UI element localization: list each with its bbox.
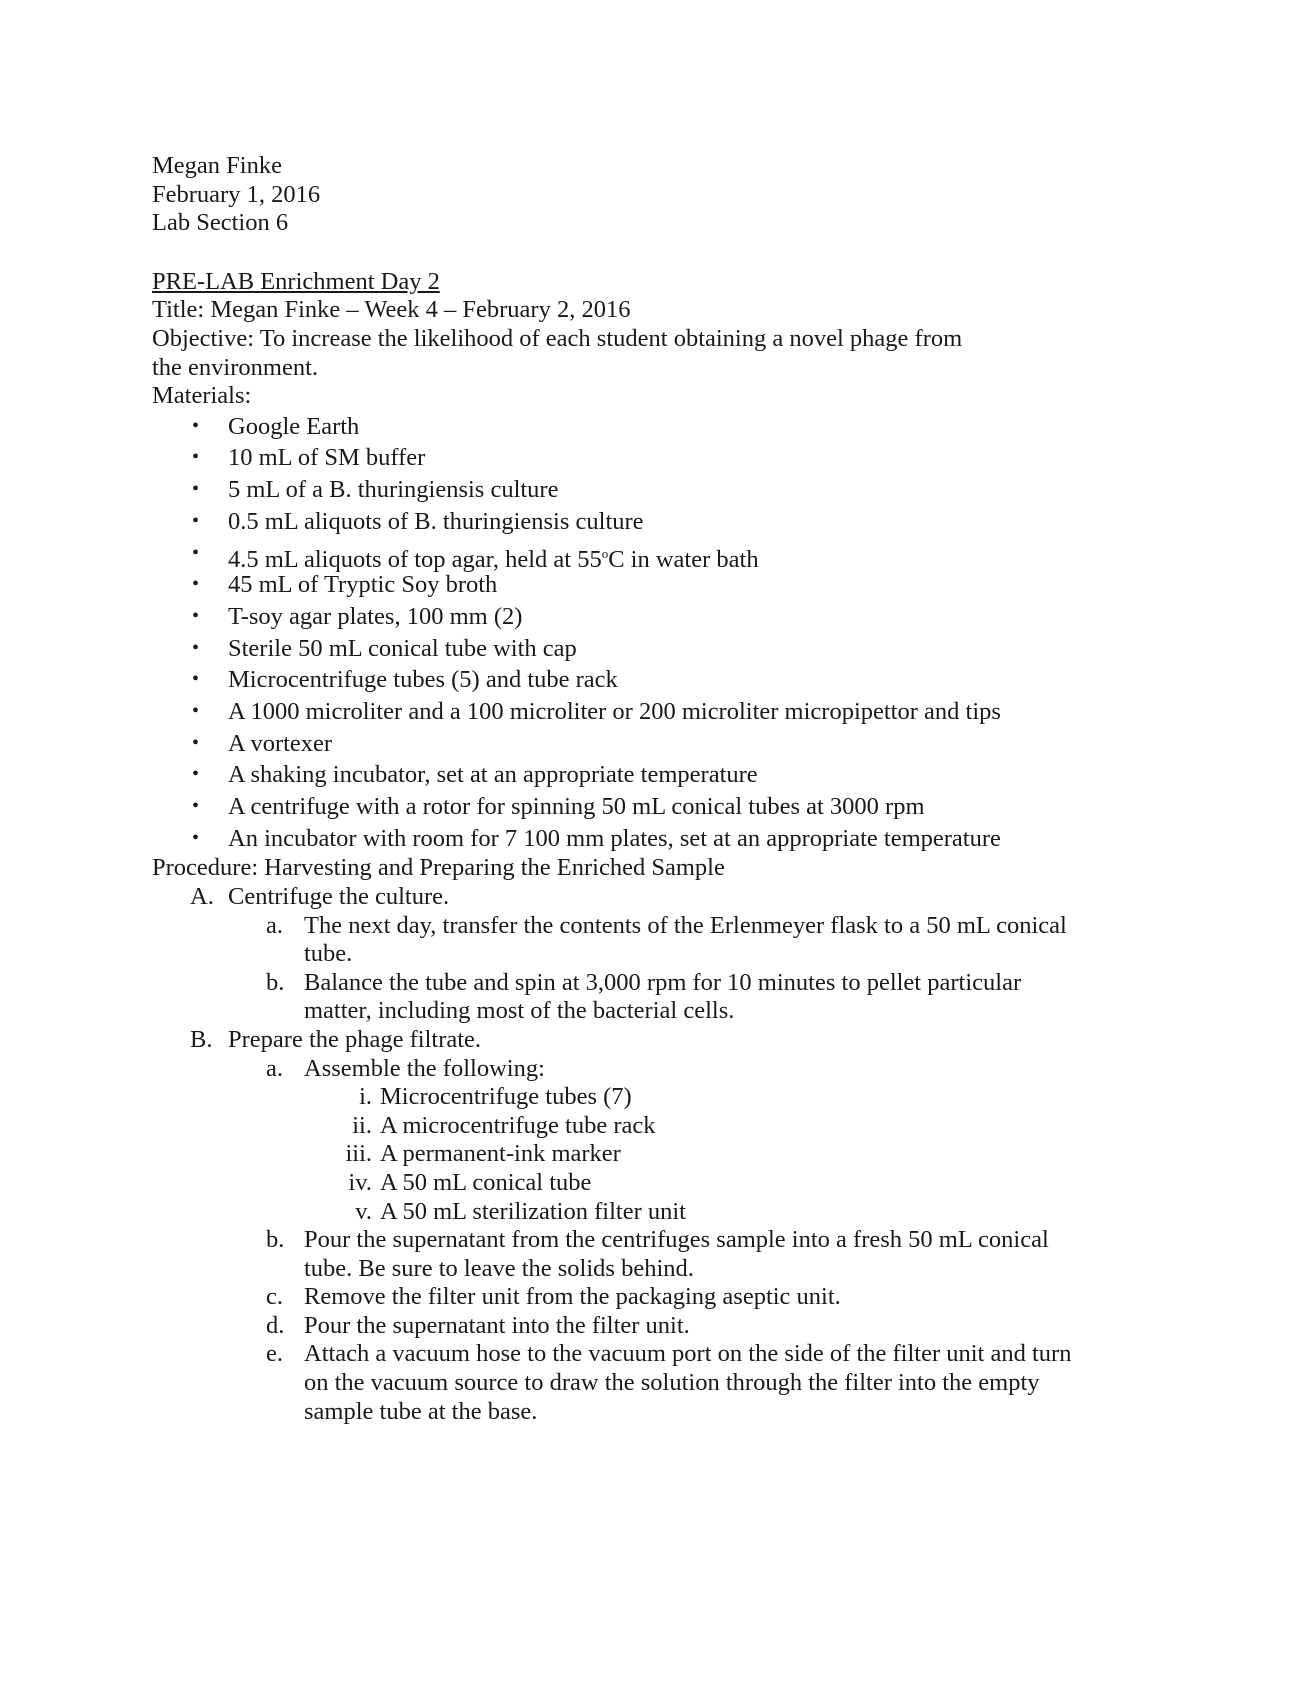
procedure-step xyxy=(152,912,1084,969)
list-marker: a. xyxy=(266,1054,283,1082)
procedure-step xyxy=(152,1226,1094,1283)
procedure-step xyxy=(152,1283,1094,1312)
bullet-icon: • xyxy=(192,826,200,849)
materials-item: • A vortexer xyxy=(152,728,1162,760)
materials-item: • A centrifuge with a rotor for spinning 50 mL conical tubes at 3000 rpm xyxy=(152,791,1162,823)
title-line: Title: Megan Finke – Week 4 – February 2, 2016 xyxy=(152,296,631,324)
procedure-section-text: Prepare the phage filtrate. xyxy=(228,1025,482,1053)
bullet-icon: • xyxy=(192,604,200,627)
bullet-icon: • xyxy=(192,763,200,786)
procedure-section-a xyxy=(152,883,1162,1026)
step-text: Attach a vacuum hose to the vacuum port on the side of the filter unit and turn on the vacuum source to draw the solution through the filter into the empty sample tube at the base. xyxy=(304,1340,1072,1425)
supply-item: iv. A 50 mL conical tube xyxy=(152,1169,1084,1198)
bullet-icon: • xyxy=(192,795,200,817)
materials-item: • 4.5 mL aliquots of top agar, held at 55$^o$C in water bath xyxy=(152,538,1162,570)
procedure-steps xyxy=(152,912,1162,1026)
list-marker: iii. xyxy=(345,1140,372,1168)
author-name: Megan Finke xyxy=(152,152,282,179)
list-marker: A. xyxy=(190,882,214,910)
materials-item: • Google Earth xyxy=(152,411,1162,443)
list-marker: ii. xyxy=(352,1111,372,1139)
procedure-label: Procedure: Harvesting and Preparing the Enriched Sample xyxy=(152,854,725,882)
degree-symbol: o xyxy=(601,545,609,561)
list-marker: e. xyxy=(266,1340,283,1368)
document-body xyxy=(152,152,1162,1426)
bullet-icon: • xyxy=(192,541,200,564)
supply-list xyxy=(152,1083,1084,1226)
list-marker: c. xyxy=(266,1283,283,1311)
bullet-icon: • xyxy=(192,731,200,754)
materials-item: • 45 mL of Tryptic Soy broth xyxy=(152,569,1162,601)
supply-item: iii. A permanent-ink marker xyxy=(152,1140,1084,1169)
lab-section: Lab Section 6 xyxy=(152,209,289,237)
step-text: Remove the filter unit from the packaging aseptic unit. xyxy=(304,1283,841,1311)
procedure-step xyxy=(152,1055,1084,1227)
materials-item: • 5 mL of a B. thuringiensis culture xyxy=(152,474,1162,506)
document-date: February 1, 2016 xyxy=(152,180,321,208)
procedure-section-b xyxy=(152,1026,1162,1426)
step-text: Assemble the following: xyxy=(304,1054,545,1082)
bullet-icon: • xyxy=(192,668,200,691)
procedure-steps xyxy=(152,1055,1162,1427)
list-marker: i. xyxy=(359,1083,372,1111)
procedure-step xyxy=(152,1312,1094,1341)
objective: Objective: To increase the likelihood of each student obtaining a novel phage from the environment. xyxy=(152,324,963,381)
step-text: Balance the tube and spin at 3,000 rpm for 10 minutes to pellet particular matter, including most of the bacterial cells. xyxy=(304,968,1022,1025)
supply-item: ii. A microcentrifuge tube rack xyxy=(152,1112,1084,1141)
bullet-icon: • xyxy=(192,414,200,437)
materials-item: • A shaking incubator, set at an appropriate temperature xyxy=(152,759,1162,791)
materials-item: • T-soy agar plates, 100 mm (2) xyxy=(152,601,1162,633)
procedure-list xyxy=(152,883,1162,1426)
bullet-icon: • xyxy=(192,636,200,659)
step-text: The next day, transfer the contents of the Erlenmeyer flask to a 50 mL conical tube. xyxy=(304,911,1067,968)
procedure-step xyxy=(152,969,1084,1026)
list-marker: B. xyxy=(190,1025,213,1053)
materials-label: Materials: xyxy=(152,382,252,410)
list-marker: a. xyxy=(266,911,283,939)
bullet-icon: • xyxy=(192,446,200,469)
bullet-icon: • xyxy=(192,478,200,501)
materials-item: • Sterile 50 mL conical tube with cap xyxy=(152,633,1162,665)
materials-item: • 10 mL of SM buffer xyxy=(152,442,1162,474)
step-text: Pour the supernatant from the centrifuges sample into a fresh 50 mL conical tube. Be sure to leave the solids behind. xyxy=(304,1226,1049,1282)
materials-item: • An incubator with room for 7 100 mm plates, set at an appropriate temperature xyxy=(152,823,1162,855)
procedure-step xyxy=(152,1340,1094,1426)
document-heading: PRE-LAB Enrichment Day 2 xyxy=(152,267,440,295)
list-marker: v. xyxy=(355,1197,372,1225)
supply-item: v. A 50 mL sterilization filter unit xyxy=(152,1198,1084,1227)
materials-item: • Microcentrifuge tubes (5) and tube rack xyxy=(152,664,1162,696)
bullet-icon: • xyxy=(192,509,200,532)
bullet-icon: • xyxy=(192,699,200,722)
materials-item: • 0.5 mL aliquots of B. thuringiensis culture xyxy=(152,506,1162,538)
list-marker: b. xyxy=(266,968,285,996)
spacer xyxy=(152,238,1162,268)
list-marker: d. xyxy=(266,1311,285,1339)
step-text: Pour the supernatant into the filter unit. xyxy=(304,1311,690,1339)
supply-item: i. Microcentrifuge tubes (7) xyxy=(152,1083,1084,1112)
bullet-icon: • xyxy=(192,573,200,596)
procedure-section-text: Centrifuge the culture. xyxy=(228,882,450,910)
materials-item: • A 1000 microliter and a 100 microliter or 200 microliter micropipettor and tips xyxy=(152,696,1162,728)
materials-list xyxy=(152,411,1162,855)
list-marker: iv. xyxy=(348,1168,372,1196)
list-marker: b. xyxy=(266,1226,285,1254)
